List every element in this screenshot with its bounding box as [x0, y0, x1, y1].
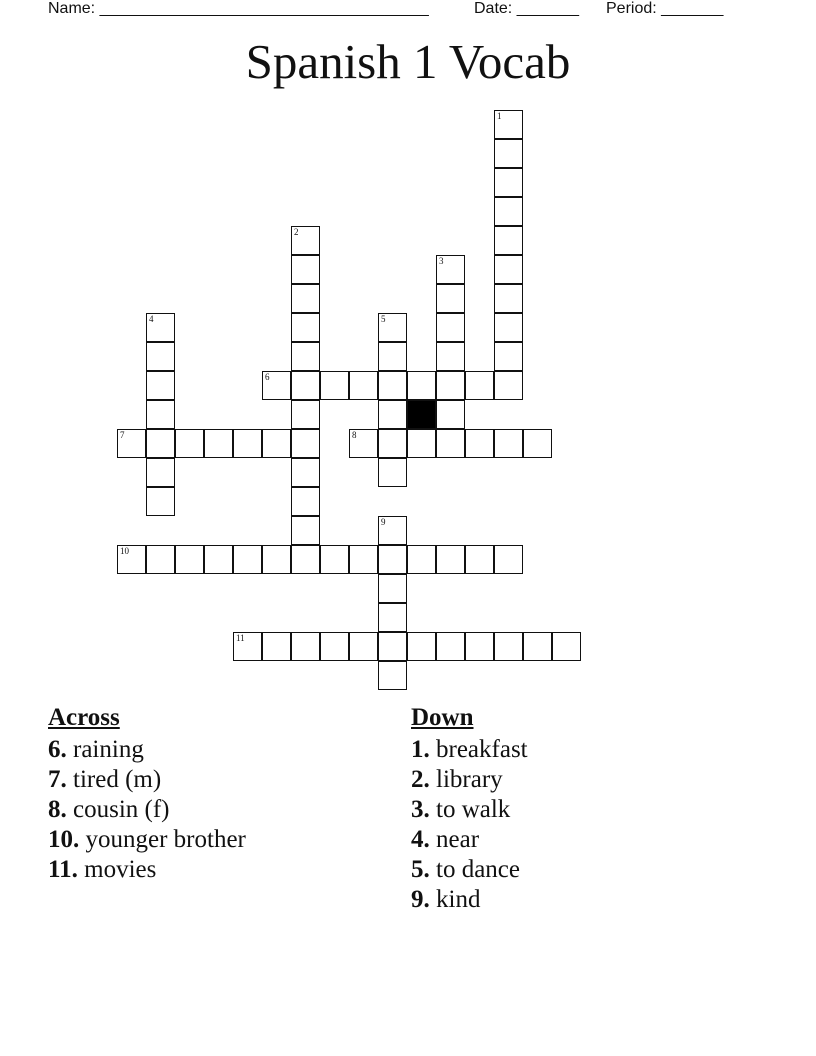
crossword-cell[interactable] [146, 400, 175, 429]
crossword-cell[interactable] [291, 545, 320, 574]
crossword-cell[interactable] [262, 429, 291, 458]
clue-number-label: 9 [381, 517, 386, 527]
crossword-cell[interactable] [175, 545, 204, 574]
crossword-cell[interactable] [523, 632, 552, 661]
down-clues [411, 702, 771, 915]
crossword-cell[interactable] [494, 429, 523, 458]
across-clue [48, 765, 388, 795]
clue-number-label: 1 [497, 111, 502, 121]
crossword-cell[interactable] [291, 313, 320, 342]
crossword-cell[interactable] [291, 371, 320, 400]
clue-number: 5. [411, 856, 430, 883]
crossword-cell[interactable] [117, 545, 146, 574]
crossword-cell[interactable] [494, 197, 523, 226]
crossword-cell[interactable] [378, 545, 407, 574]
crossword-cell[interactable] [494, 371, 523, 400]
clue-number: 1. [411, 736, 430, 763]
clue-number: 3. [411, 796, 430, 823]
crossword-cell[interactable] [436, 545, 465, 574]
crossword-cell[interactable] [291, 632, 320, 661]
crossword-cell[interactable] [378, 342, 407, 371]
crossword-cell[interactable] [233, 429, 262, 458]
name-field[interactable]: Name: _____________________________________ [48, 0, 429, 17]
crossword-cell[interactable] [378, 516, 407, 545]
clue-number: 6. [48, 736, 67, 763]
crossword-cell[interactable] [291, 284, 320, 313]
crossword-cell[interactable] [378, 574, 407, 603]
crossword-cell[interactable] [378, 661, 407, 690]
across-clue [48, 735, 388, 765]
clue-number-label: 8 [352, 430, 357, 440]
crossword-cell[interactable] [494, 313, 523, 342]
clue-number-label: 5 [381, 314, 386, 324]
crossword-cell[interactable] [378, 632, 407, 661]
clue-text: tired (m) [66, 766, 162, 793]
clue-text: breakfast [429, 736, 528, 763]
crossword-cell[interactable] [291, 516, 320, 545]
crossword-cell[interactable] [291, 255, 320, 284]
across-heading: Across [48, 704, 120, 731]
crossword-cell[interactable] [523, 429, 552, 458]
down-clue [411, 885, 771, 915]
crossword-cell[interactable] [291, 342, 320, 371]
crossword-cell[interactable] [378, 313, 407, 342]
down-clue [411, 765, 771, 795]
crossword-cell[interactable] [378, 603, 407, 632]
crossword-cell[interactable] [494, 342, 523, 371]
crossword-cell[interactable] [262, 632, 291, 661]
crossword-cell[interactable] [291, 429, 320, 458]
clue-text: raining [66, 736, 144, 763]
crossword-cell[interactable] [146, 371, 175, 400]
crossword-cell[interactable] [262, 371, 291, 400]
crossword-cell[interactable] [233, 545, 262, 574]
clue-text: cousin (f) [66, 796, 170, 823]
crossword-cell[interactable] [407, 545, 436, 574]
clue-text: movies [77, 856, 157, 883]
crossword-cell[interactable] [494, 110, 523, 139]
date-field[interactable]: Date: _______ [474, 0, 579, 17]
crossword-cell[interactable] [378, 429, 407, 458]
crossword-cell[interactable] [233, 632, 262, 661]
crossword-cell[interactable] [436, 429, 465, 458]
crossword-black-cell [407, 400, 436, 429]
crossword-cell[interactable] [407, 632, 436, 661]
crossword-cell[interactable] [465, 429, 494, 458]
crossword-cell[interactable] [436, 342, 465, 371]
down-clue [411, 855, 771, 885]
crossword-cell[interactable] [436, 255, 465, 284]
clue-text: library [429, 766, 503, 793]
crossword-cell[interactable] [320, 545, 349, 574]
clue-text: kind [429, 886, 481, 913]
crossword-cell[interactable] [204, 545, 233, 574]
period-field[interactable]: Period: _______ [606, 0, 724, 17]
clue-number: 7. [48, 766, 67, 793]
crossword-cell[interactable] [175, 429, 204, 458]
crossword-cell[interactable] [146, 545, 175, 574]
crossword-cell[interactable] [204, 429, 233, 458]
crossword-cell[interactable] [262, 545, 291, 574]
crossword-cell[interactable] [378, 371, 407, 400]
crossword-cell[interactable] [494, 632, 523, 661]
crossword-cell[interactable] [146, 313, 175, 342]
clue-text: to dance [429, 856, 520, 883]
across-clues [48, 702, 388, 885]
down-clue [411, 795, 771, 825]
clue-number-label: 10 [120, 546, 129, 556]
crossword-cell[interactable] [349, 632, 378, 661]
crossword-cell[interactable] [378, 400, 407, 429]
crossword-cell[interactable] [291, 458, 320, 487]
page-title: Spanish 1 Vocab [245, 34, 571, 89]
clue-text: to walk [429, 796, 511, 823]
crossword-cell[interactable] [436, 632, 465, 661]
crossword-cell[interactable] [320, 371, 349, 400]
crossword-cell[interactable] [552, 632, 581, 661]
down-clue [411, 735, 771, 765]
crossword-cell[interactable] [494, 284, 523, 313]
crossword-cell[interactable] [494, 139, 523, 168]
crossword-cell[interactable] [494, 545, 523, 574]
clue-text: near [429, 826, 480, 853]
down-heading: Down [411, 704, 474, 731]
crossword-cell[interactable] [494, 168, 523, 197]
crossword-cell[interactable] [146, 342, 175, 371]
crossword-cell[interactable] [146, 458, 175, 487]
clue-number-label: 7 [120, 430, 125, 440]
crossword-cell[interactable] [146, 429, 175, 458]
across-clue [48, 855, 388, 885]
clue-text: younger brother [79, 826, 246, 853]
crossword-cell[interactable] [436, 371, 465, 400]
crossword-cell[interactable] [436, 313, 465, 342]
crossword-cell[interactable] [465, 371, 494, 400]
crossword-cell[interactable] [291, 487, 320, 516]
down-clue [411, 825, 771, 855]
clue-number: 4. [411, 826, 430, 853]
clue-number-label: 3 [439, 256, 444, 266]
crossword-cell[interactable] [146, 487, 175, 516]
crossword-cell[interactable] [349, 545, 378, 574]
crossword-cell[interactable] [291, 400, 320, 429]
crossword-cell[interactable] [378, 458, 407, 487]
clue-number: 11. [48, 856, 78, 883]
crossword-cell[interactable] [494, 255, 523, 284]
crossword-cell[interactable] [465, 545, 494, 574]
crossword-cell[interactable] [436, 284, 465, 313]
clue-number: 2. [411, 766, 430, 793]
across-clue [48, 825, 388, 855]
clue-number-label: 11 [236, 633, 245, 643]
clue-number-label: 2 [294, 227, 299, 237]
clue-number-label: 6 [265, 372, 270, 382]
crossword-cell[interactable] [320, 632, 349, 661]
crossword-cell[interactable] [349, 429, 378, 458]
clue-number: 9. [411, 886, 430, 913]
clue-number: 10. [48, 826, 80, 853]
crossword-cell[interactable] [465, 632, 494, 661]
clue-number: 8. [48, 796, 67, 823]
crossword-cell[interactable] [407, 371, 436, 400]
crossword-cell[interactable] [349, 371, 378, 400]
crossword-cell[interactable] [436, 400, 465, 429]
clue-number-label: 4 [149, 314, 154, 324]
crossword-cell[interactable] [117, 429, 146, 458]
across-clue [48, 795, 388, 825]
crossword-cell[interactable] [291, 226, 320, 255]
crossword-cell[interactable] [494, 226, 523, 255]
crossword-cell[interactable] [407, 429, 436, 458]
